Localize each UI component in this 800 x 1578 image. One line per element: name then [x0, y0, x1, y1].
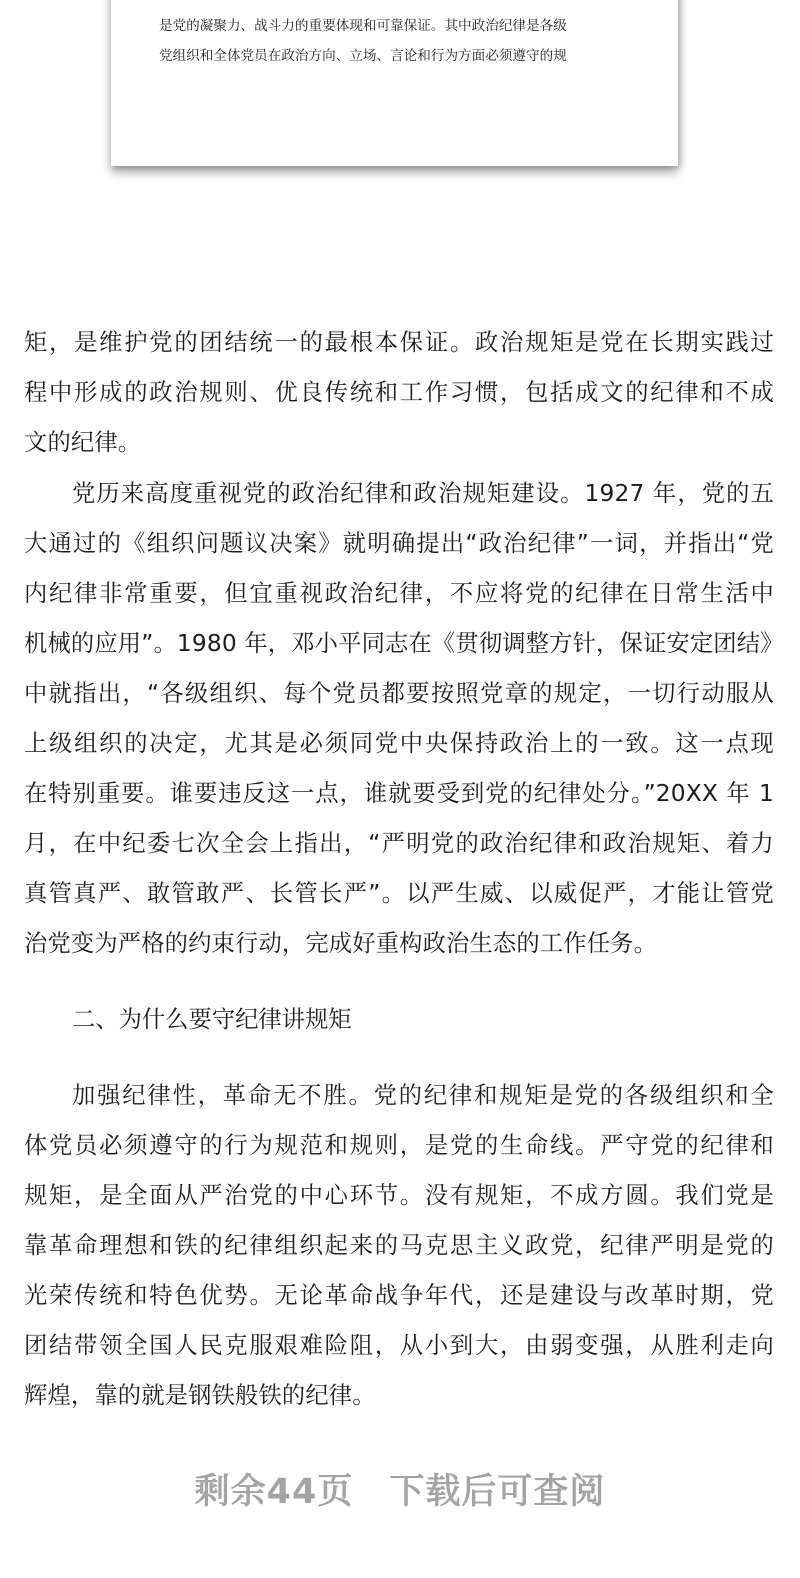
download-prompt[interactable]	[0, 1470, 800, 1514]
paragraph-line: 月，在中纪委七次全会上指出，“严明党的政治纪律和政治规矩、着力	[24, 830, 774, 857]
paragraph-line: 团结带领全国人民克服艰难险阻，从小到大，由弱变强，从胜利走向	[24, 1332, 774, 1359]
paragraph-line: 矩，是维护党的团结统一的最根本保证。政治规矩是党在长期实践过	[24, 329, 774, 356]
download-to-view-label: 下载后可查阅	[389, 1472, 606, 1512]
paragraph-line: 光荣传统和特色优势。无论革命战争年代，还是建设与改革时期，党	[24, 1282, 774, 1309]
section-heading: 二、为什么要守纪律讲规矩	[72, 1006, 352, 1033]
preview-line: 是党的凝聚力、战斗力的重要体现和可靠保证。其中政治纪律是各级	[159, 18, 567, 34]
paragraph-line: 大通过的《组织问题议决案》就明确提出“政治纪律”一词，并指出“党	[24, 530, 774, 557]
paragraph-line: 真管真严、敢管敢严、长管长严”。以严生威、以威促严，才能让管党	[24, 880, 774, 907]
paragraph-line: 在特别重要。谁要违反这一点，谁就要受到党的纪律处分。”20XX 年 1	[24, 780, 774, 807]
paragraph-line: 规矩，是全面从严治党的中心环节。没有规矩，不成方圆。我们党是	[24, 1182, 774, 1209]
paragraph-line: 辉煌，靠的就是钢铁般铁的纪律。	[24, 1382, 376, 1409]
paragraph-line: 文的纪律。	[24, 429, 142, 456]
paragraph-line: 上级组织的决定，尤其是必须同党中央保持政治上的一致。这一点现	[24, 730, 774, 757]
paragraph-line: 体党员必须遵守的行为规范和规则，是党的生命线。严守党的纪律和	[24, 1132, 774, 1159]
paragraph-line: 治党变为严格的约束行动，完成好重构政治生态的工作任务。	[24, 930, 658, 957]
paragraph-line: 党历来高度重视党的政治纪律和政治规矩建设。1927 年，党的五	[72, 480, 774, 507]
paragraph-line: 程中形成的政治规则、优良传统和工作习惯，包括成文的纪律和不成	[24, 379, 774, 406]
paragraph-line: 机械的应用”。1980 年，邓小平同志在《贯彻调整方针，保证安定团结》	[24, 630, 784, 657]
paragraph-line: 靠革命理想和铁的纪律组织起来的马克思主义政党，纪律严明是党的	[24, 1232, 774, 1259]
paragraph-line: 中就指出，“各级组织、每个党员都要按照党章的规定，一切行动服从	[24, 680, 774, 707]
paragraph-line: 加强纪律性，革命无不胜。党的纪律和规矩是党的各级组织和全	[72, 1082, 774, 1109]
paragraph-line: 内纪律非常重要，但宜重视政治纪律，不应将党的纪律在日常生活中	[24, 580, 774, 607]
preview-line: 党组织和全体党员在政治方向、立场、言论和行为方面必须遵守的规	[159, 48, 567, 64]
page-preview-card	[111, 0, 678, 166]
remaining-pages-label: 剩余44页	[194, 1472, 354, 1512]
